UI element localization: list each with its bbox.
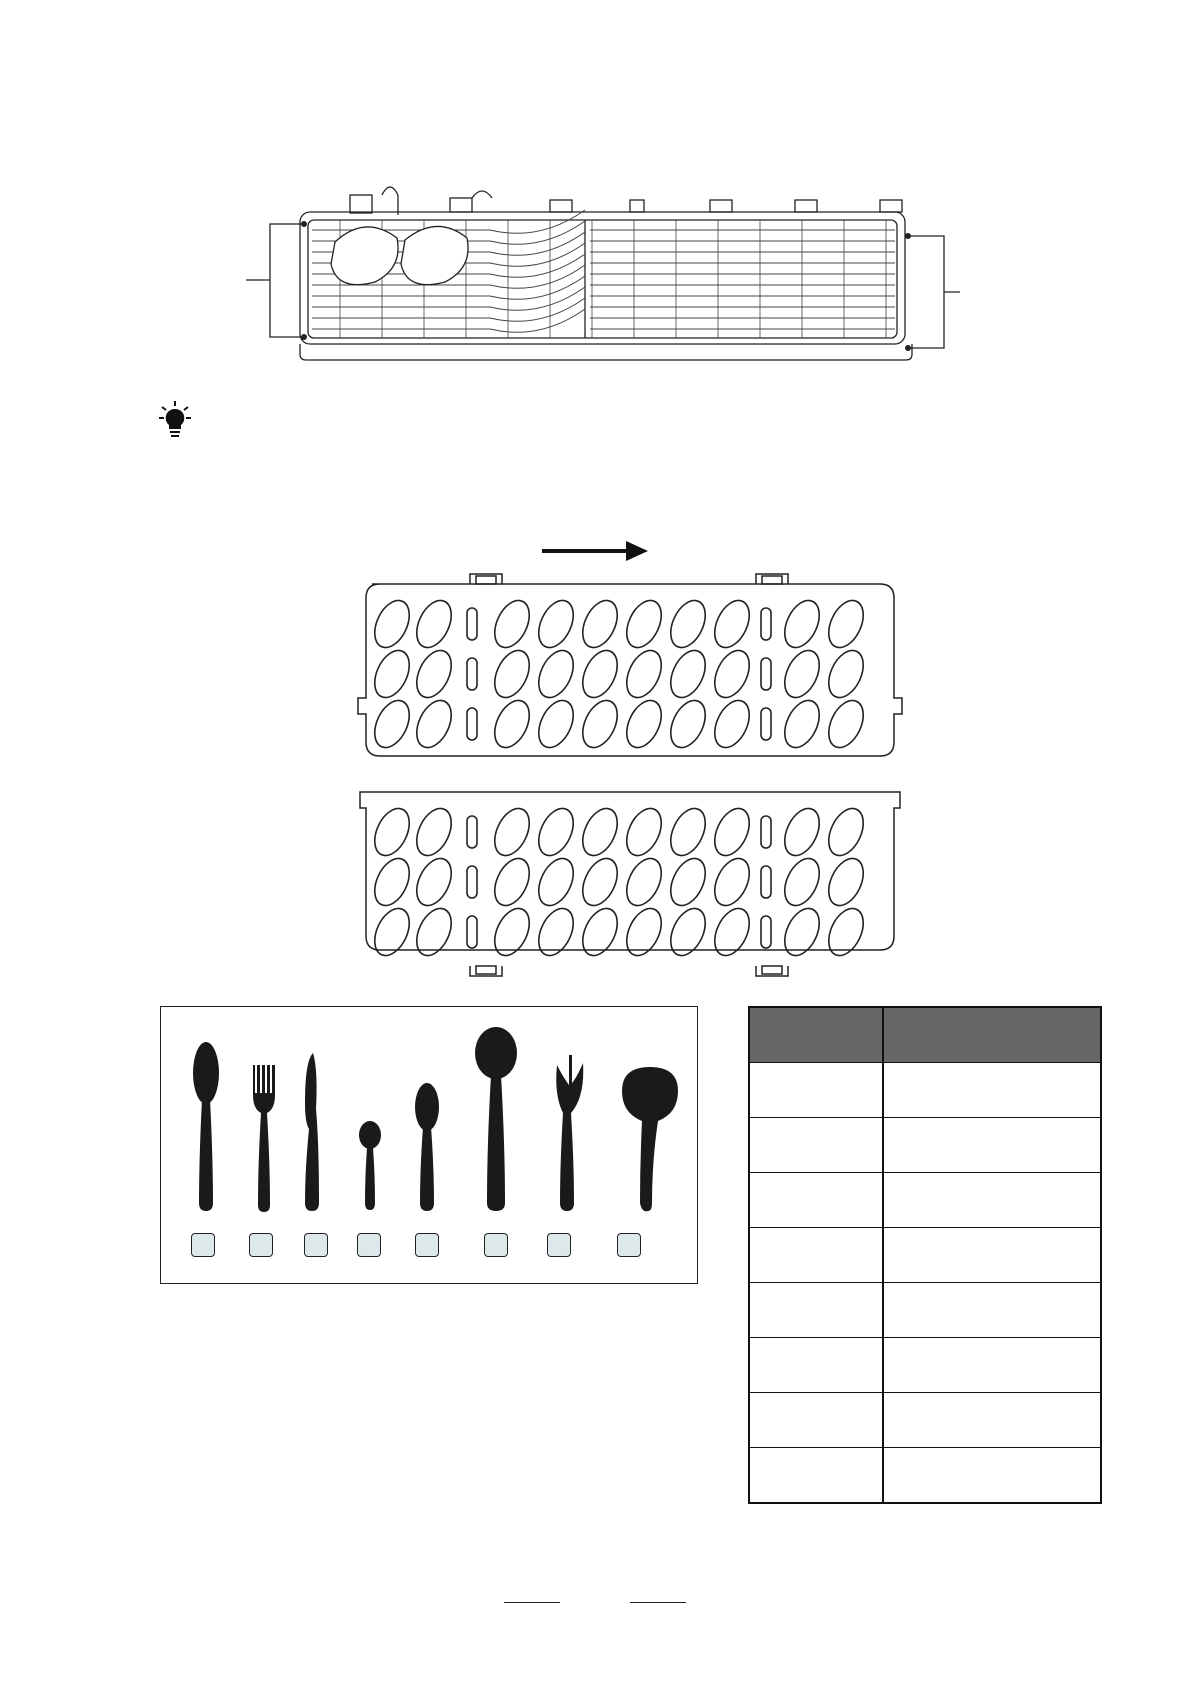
table-cell — [749, 1063, 883, 1118]
header-cell — [749, 1007, 883, 1063]
serving-fork-icon — [556, 1055, 583, 1211]
table-cell — [749, 1283, 883, 1338]
dessert-spoon-icon — [415, 1083, 439, 1211]
table-row — [749, 1283, 1101, 1338]
utensil-label-1 — [191, 1233, 215, 1257]
table-cell — [883, 1393, 1101, 1448]
table-row — [749, 1118, 1101, 1173]
table-cell — [883, 1283, 1101, 1338]
utensil-label-8 — [617, 1233, 641, 1257]
table-cell — [749, 1338, 883, 1393]
footer-rule-left — [504, 1602, 560, 1603]
cutlery-tray-diagram — [240, 170, 960, 380]
header-cell — [883, 1007, 1101, 1063]
tablespoon-icon — [193, 1042, 219, 1211]
table-header-row — [749, 1007, 1101, 1063]
teaspoon-icon — [359, 1121, 381, 1210]
table-cell — [749, 1173, 883, 1228]
table-cell — [883, 1228, 1101, 1283]
table-cell — [883, 1173, 1101, 1228]
table-cell — [749, 1448, 883, 1504]
table-row — [749, 1393, 1101, 1448]
fork-icon — [253, 1065, 275, 1212]
table-row — [749, 1173, 1101, 1228]
table-row — [749, 1063, 1101, 1118]
table-cell — [883, 1118, 1101, 1173]
table-row — [749, 1228, 1101, 1283]
table-cell — [883, 1448, 1101, 1504]
table-cell — [749, 1228, 883, 1283]
utensil-label-4 — [357, 1233, 381, 1257]
utensil-label-2 — [249, 1233, 273, 1257]
rack-divider-top — [352, 562, 912, 768]
table-cell — [749, 1393, 883, 1448]
utensil-legend-table — [748, 1006, 1102, 1504]
lightbulb-icon — [158, 400, 192, 438]
table-row — [749, 1338, 1101, 1393]
utensil-label-7 — [547, 1233, 571, 1257]
table-cell — [883, 1063, 1101, 1118]
utensil-label-5 — [415, 1233, 439, 1257]
table-cell — [749, 1118, 883, 1173]
knife-icon — [305, 1053, 319, 1211]
table-row — [749, 1448, 1101, 1504]
table-cell — [883, 1338, 1101, 1393]
slide-direction-arrow-icon — [540, 538, 650, 564]
rack-divider-bottom — [352, 782, 912, 988]
footer-rule-right — [630, 1602, 686, 1603]
utensil-types-panel — [160, 1006, 698, 1284]
utensil-label-3 — [304, 1233, 328, 1257]
serving-spoon-icon — [475, 1027, 517, 1211]
utensil-label-6 — [484, 1233, 508, 1257]
ladle-icon — [622, 1067, 678, 1211]
